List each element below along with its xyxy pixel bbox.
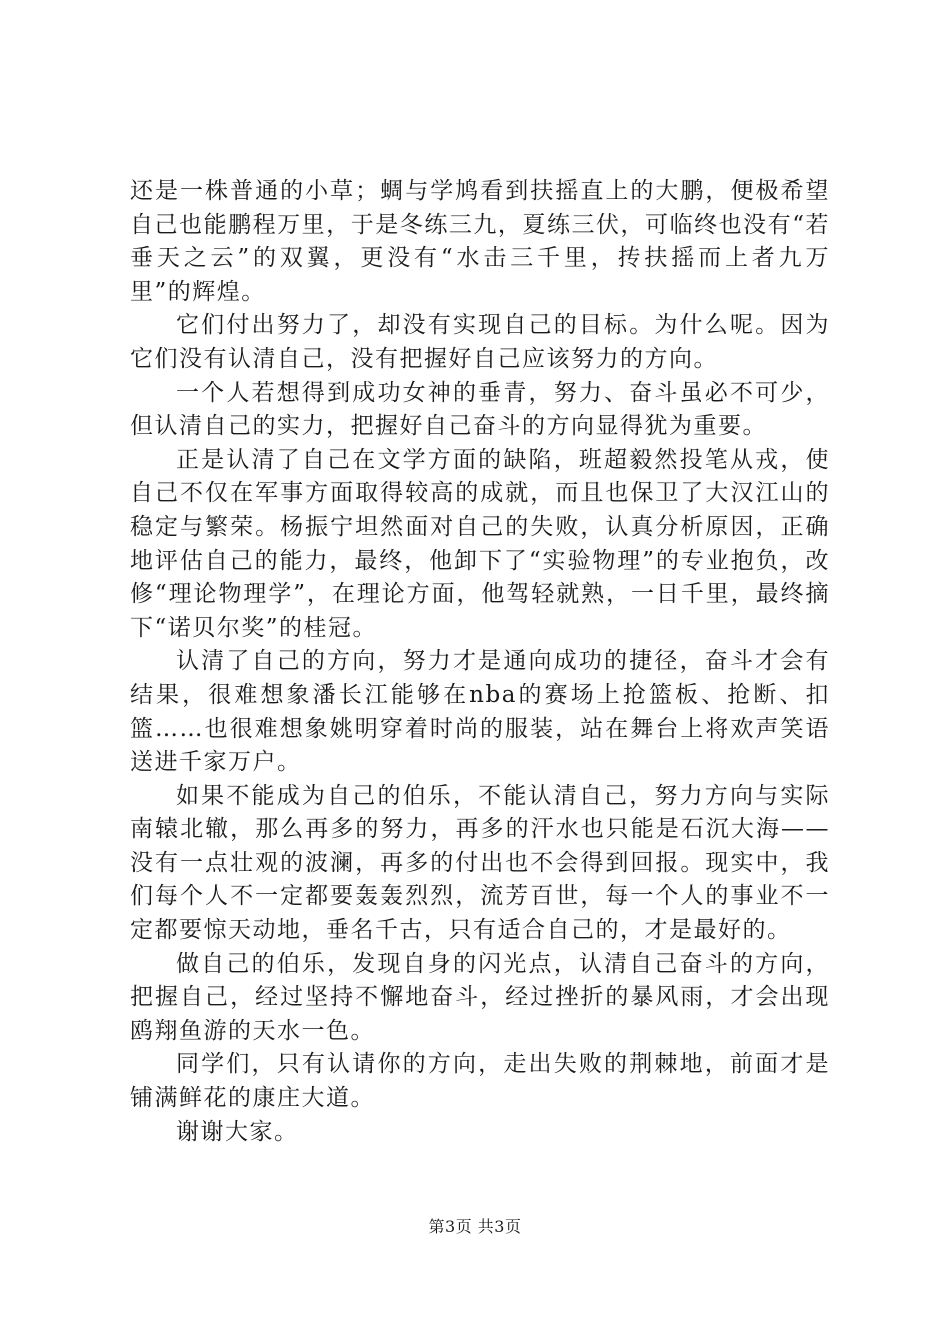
page-footer: 第3页 共3页: [428, 1217, 522, 1236]
document-body: [130, 175, 830, 1149]
paragraph-1: 还是一株普通的小草；蜩与学鸠看到扶摇直上的大鹏，便极希望自己也能鹏程万里，于是冬练三九，夏练三伏，可临终也没有“若垂天之云”的双翼，更没有“水击三千里，抟扶摇而上者九万里”的辉煌。: [130, 178, 830, 305]
paragraph-2: 它们付出努力了，却没有实现自己的目标。为什么呢。因为它们没有认清自己，没有把握好自己应该努力的方向。: [130, 312, 830, 372]
paragraph-3: 一个人若想得到成功女神的垂青，努力、奋斗虽必不可少，但认清自己的实力，把握好自己奋斗的方向显得犹为重要。: [130, 379, 830, 440]
paragraph-9: 谢谢大家。: [176, 1118, 299, 1145]
paragraph-6: 如果不能成为自己的伯乐，不能认清自己，努力方向与实际南辕北辙，那么再多的努力，再多的汗水也只能是石沉大海——没有一点壮观的波澜，再多的付出也不会得到回报。现实中，我们每个人不一定都要轰轰烈烈，流芳百世，每一个人的事业不一定都要惊天动地，垂名千古，只有适合自己的，才是最好的。: [130, 782, 830, 944]
paragraph-4: 正是认清了自己在文学方面的缺陷，班超毅然投笔从戎，使自己不仅在军事方面取得较高的成就，而且也保卫了大汉江山的稳定与繁荣。杨振宁坦然面对自己的失败，认真分析原因，正确地评估自己的能力，最终，他卸下了“实验物理”的专业抱负，改修“理论物理学”，在理论方面，他驾轻就熟，一日千里，最终摘下“诺贝尔奖”的桂冠。: [130, 446, 830, 641]
paragraph-7: 做自己的伯乐，发现自身的闪光点，认清自己奋斗的方向，把握自己，经过坚持不懈地奋斗，经过挫折的暴风雨，才会出现鸥翔鱼游的天水一色。: [130, 950, 830, 1044]
paragraph-8: 同学们，只有认请你的方向，走出失败的荆棘地，前面才是铺满鲜花的康庄大道。: [130, 1051, 830, 1112]
paragraph-5: 认清了自己的方向，努力才是通向成功的捷径，奋斗才会有结果，很难想象潘长江能够在nba的赛场上抢篮板、抢断、扣篮……也很难想象姚明穿着时尚的服装，站在舞台上将欢声笑语送进千家万户。: [130, 648, 830, 776]
